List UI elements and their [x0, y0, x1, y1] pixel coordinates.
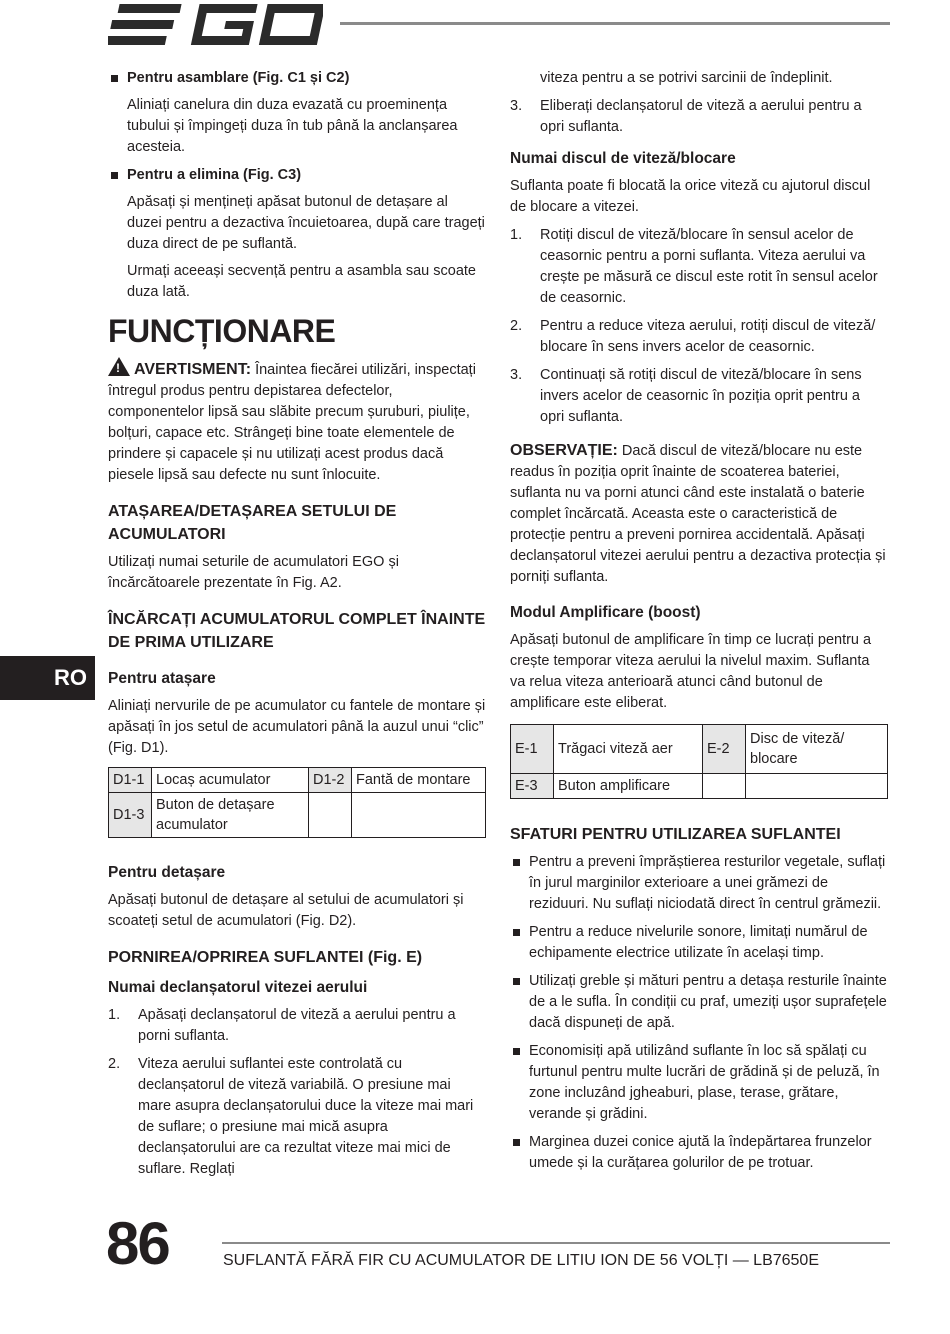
table-cell: E-1 — [511, 725, 554, 774]
warning-icon: ! — [108, 357, 130, 376]
table-cell: Buton de detașare acumulator — [152, 793, 309, 838]
table-cell: Fantă de montare — [352, 768, 486, 793]
warning-paragraph: ! AVERTISMENT: Înaintea fiecărei utilizări, inspectați întregul produs pentru depistarea defectelor, componentelor lipsă sau slăbite precum șuruburi, piulițe, bolțuri, capace etc. Strângeți bine toate elementele de prindere și capacele și nu utilizați acest produs dacă piesele lipsă sau defecte nu sunt înlocuite. — [108, 357, 486, 486]
table-cell: Disc de viteză/ blocare — [746, 725, 888, 774]
paragraph: Aliniați canelura din duza evazată cu proeminența tubului și împingeți duza în tub până la anclanșarea acesteia. — [127, 97, 458, 155]
table-cell: E-3 — [511, 774, 554, 799]
table-row — [109, 793, 486, 838]
table-cell: Buton amplificare — [554, 774, 703, 799]
list-item: Marginea duzei conice ajută la îndepărtarea frunzelor umede și la curățarea golurilor de pe trotuar. — [510, 1132, 888, 1174]
bullet-heading: Pentru asamblare (Fig. C1 și C2) — [108, 68, 486, 89]
table-cell: Trăgaci viteză aer — [554, 725, 703, 774]
table-cell: E-2 — [703, 725, 746, 774]
table-cell — [352, 793, 486, 838]
numbered-list — [510, 96, 888, 138]
ego-logo — [108, 2, 323, 48]
paragraph: Utilizați numai seturile de acumulatori EGO și încărcătoarele prezentate în Fig. A2. — [108, 554, 399, 591]
parts-table-d — [108, 767, 486, 838]
header-rule — [340, 22, 890, 25]
paragraph: viteza pentru a se potrivi sarcinii de îndeplinit. — [540, 70, 833, 86]
paragraph: Urmați aceeași secvență pentru a asambla sau scoate duza lată. — [127, 263, 476, 300]
page-number: 86 — [106, 1210, 169, 1277]
list-item: Utilizați greble și mături pentru a detașa resturile înainte de a le sufla. În condiții cu praf, umeziți ușor suprafețele dacă dispuneți de apă. — [510, 971, 888, 1034]
table-row — [109, 768, 486, 793]
section-title: FUNCȚIONARE — [108, 313, 336, 349]
paragraph: Apăsați butonul de amplificare în timp ce lucrați pentru a crește temporar viteza aerului la nivelul maxim. Suflanta va relua viteza anterioară atunci când butonul de amplificare este eliberat. — [510, 632, 872, 711]
list-item: 2. Pentru a reduce viteza aerului, rotiți discul de viteză/ blocare în sens invers acelor de ceasornic. — [510, 318, 876, 355]
subsection-heading: ÎNCĂRCAȚI ACUMULATORUL COMPLET ÎNAINTE DE PRIMA UTILIZARE — [108, 611, 486, 651]
subheading: Modul Amplificare (boost) — [510, 604, 701, 621]
subheading: Numai discul de viteză/blocare — [510, 150, 736, 167]
table-row — [511, 725, 888, 774]
table-cell: D1-3 — [109, 793, 152, 838]
bullet-list — [510, 852, 888, 1174]
parts-table-e — [510, 724, 888, 799]
paragraph: Apăsați butonul de detașare al setului de acumulatori și scoateți setul de acumulatori (Fig. D2). — [108, 892, 464, 929]
footer-title: SUFLANTĂ FĂRĂ FIR CU ACUMULATOR DE LITIU ION DE 56 VOLȚI — LB7650E — [223, 1252, 819, 1269]
numbered-list — [108, 1005, 486, 1180]
list-item: Pentru a reduce nivelurile sonore, limitați numărul de echipamente electrice utilizate în același timp. — [510, 922, 888, 964]
table-row — [511, 774, 888, 799]
table-cell: Locaș acumulator — [152, 768, 309, 793]
table-cell — [746, 774, 888, 799]
list-item: 2. Viteza aerului suflantei este controlată cu declanșatorul de viteză variabilă. O presiune mai mare asupra declanșatorului duce la viteze mai mari de suflare; o presiune mai mică asupra declanșatorului are ca rezultat viteze mai mici de suflare. Reglați — [108, 1056, 474, 1177]
paragraph: Apăsați și mențineți apăsat butonul de detașare al duzei pentru a dezactiva încuietoarea, după care trageți duza direct de pe suflantă. — [127, 194, 485, 252]
table-cell — [309, 793, 352, 838]
subheading: Numai declanșatorul vitezei aerului — [108, 979, 368, 996]
subsection-heading: PORNIREA/OPRIREA SUFLANTEI (Fig. E) — [108, 949, 423, 966]
subsection-heading: SFATURI PENTRU UTILIZAREA SUFLANTEI — [510, 826, 841, 843]
paragraph: Aliniați nervurile de pe acumulator cu fantele de montare și apăsați în jos setul de acumulatori până la auzul unui “clic” (Fig. D1). — [108, 698, 486, 756]
table-cell — [703, 774, 746, 799]
table-cell: D1-2 — [309, 768, 352, 793]
footer-rule — [222, 1242, 890, 1244]
table-cell: D1-1 — [109, 768, 152, 793]
subheading: Pentru detașare — [108, 864, 226, 881]
left-column — [108, 68, 486, 1187]
paragraph: Suflanta poate fi blocată la orice viteză cu ajutorul discul de blocare a vitezei. — [510, 178, 871, 215]
list-item: Economisiți apă utilizând suflante în loc să spălați cu furtunul pentru multe lucrări de grădină și de peluză, în zone incluzând jgheaburi, plase, terase, grătare, verande și grădini. — [510, 1041, 888, 1125]
subsection-heading: ATAȘAREA/DETAȘAREA SETULUI DE ACUMULATORI — [108, 503, 397, 543]
subheading: Pentru atașare — [108, 670, 216, 687]
bullet-heading: Pentru a elimina (Fig. C3) — [108, 165, 486, 186]
note-paragraph: OBSERVAȚIE: Dacă discul de viteză/blocare nu este readus în poziția oprit înainte de scoaterea bateriei, suflanta nu va porni atunci când este instalată o baterie complet încărcată. Aceasta este o caracteristică de protecție pentru a preveni pornirea accidentală. Apăsați declanșatorul vitezei aerului pentru a dezactiva protecția și porniți suflanta. — [510, 442, 886, 585]
right-column — [510, 68, 888, 1181]
list-item: 1. Rotiți discul de viteză/blocare în sensul acelor de ceasornic pentru a porni suflanta. Viteza aerului va crește pe măsură ce discul este rotit în sensul acelor de ceasornic. — [510, 227, 878, 306]
list-item: Pentru a preveni împrăștierea resturilor vegetale, suflați în jurul marginilor exterioare a unei grămezi de reziduuri. Nu suflați niciodată direct în centrul grămezii. — [510, 852, 888, 915]
list-item: 1. Apăsați declanșatorul de viteză a aerului pentru a porni suflanta. — [108, 1007, 456, 1044]
list-item: 3. Eliberați declanșatorul de viteză a aerului pentru a opri suflanta. — [510, 98, 862, 135]
language-tab: RO — [0, 656, 95, 700]
list-item: 3. Continuați să rotiți discul de viteză/blocare în sens invers acelor de ceasornic în poziția oprit pentru a opri suflanta. — [510, 367, 862, 425]
numbered-list — [510, 225, 888, 428]
